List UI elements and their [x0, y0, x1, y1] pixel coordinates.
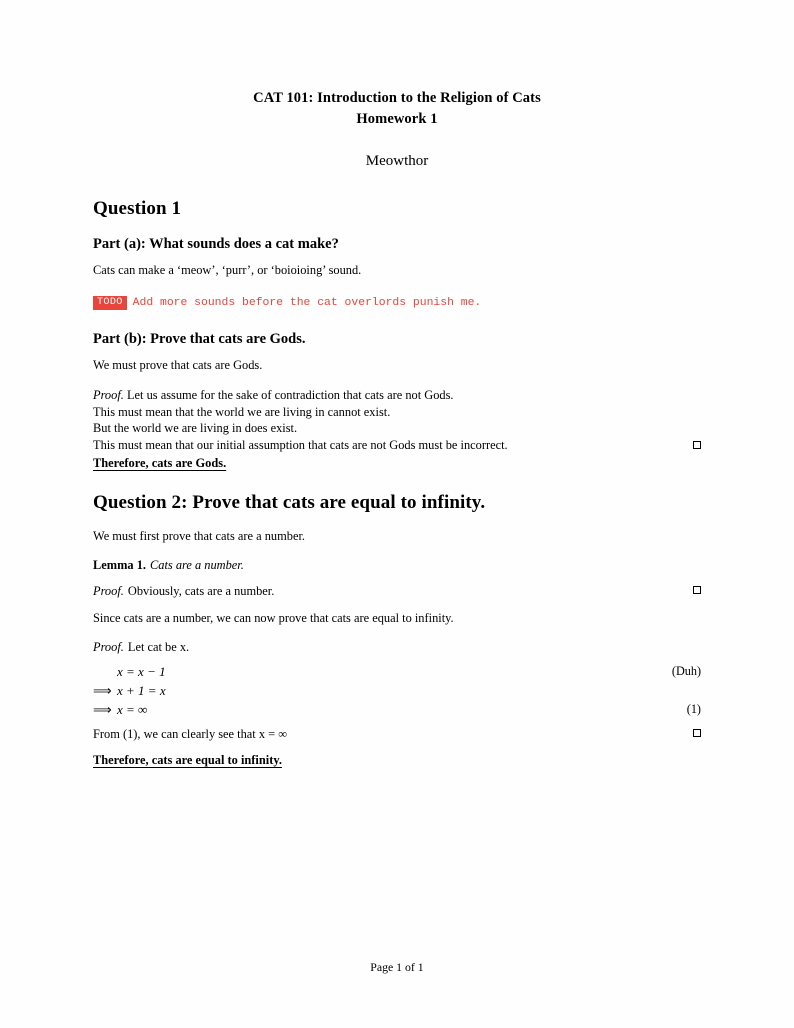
document-content: [93, 88, 701, 767]
lemma-proof-label: Proof.: [93, 584, 124, 598]
equation-body: x = x − 1: [117, 664, 166, 679]
todo-badge: TODO: [93, 296, 127, 310]
title-line-1: CAT 101: Introduction to the Religion of Cats: [253, 90, 541, 106]
lemma-proof: [93, 582, 701, 600]
proof-intro: Let cat be x.: [127, 640, 190, 654]
equation-lhs: ⟹: [93, 702, 112, 717]
question-2-bridge: Since cats are a number, we can now prove that cats are equal to infinity.: [93, 611, 454, 625]
equation-body: x = ∞: [117, 702, 148, 717]
equation-row: [93, 702, 701, 721]
question-2-intro: We must first prove that cats are a number.: [93, 529, 305, 543]
part-a-heading: Part (a): What sounds does a cat make?: [93, 236, 339, 252]
proof-line-text: Let us assume for the sake of contradiction that cats are not Gods.: [126, 388, 454, 402]
equation-block: [93, 664, 701, 721]
question-2-heading: Question 2: Prove that cats are equal to infinity.: [93, 492, 486, 513]
proof-label: Proof.: [93, 388, 124, 402]
question-1-heading-wrap: [93, 198, 701, 220]
proof-line: [93, 387, 701, 404]
question-2-closing-wrap: [93, 725, 701, 743]
part-a-body-wrap: [93, 262, 701, 279]
equation-lhs: ⟹: [93, 683, 112, 698]
part-b-body-wrap: [93, 357, 701, 374]
part-a-heading-wrap: [93, 236, 701, 253]
qed-square-icon: [693, 586, 701, 594]
question-2-intro-wrap: [93, 528, 701, 545]
part-b-conclusion: Therefore, cats are Gods.: [93, 456, 227, 470]
qed-square-icon: [693, 441, 701, 449]
question-2-proof-intro-wrap: [93, 638, 701, 656]
page-footer: Page 1 of 1: [370, 960, 424, 974]
question-2-heading-wrap: [93, 492, 701, 514]
lemma-label: Lemma 1.: [93, 558, 146, 572]
equation-row: [93, 683, 701, 702]
proof-line: [93, 437, 701, 454]
part-b-heading-wrap: [93, 331, 701, 348]
qed-square-icon: [693, 729, 701, 737]
equation-row: [93, 664, 701, 683]
question-1-heading: Question 1: [93, 198, 182, 219]
part-b-proof: [93, 387, 701, 454]
lemma-1: [93, 556, 701, 574]
proof-line-text: This must mean that our initial assumption that cats are not Gods must be incorrect.: [93, 438, 508, 453]
part-b-heading: Part (b): Prove that cats are Gods.: [93, 331, 306, 347]
document-title: [93, 88, 701, 130]
part-b-conclusion-wrap: [93, 454, 701, 472]
lemma-proof-text: Obviously, cats are a number.: [127, 584, 275, 598]
equation-tag: (Duh): [671, 664, 701, 678]
todo-note: [93, 292, 701, 310]
title-line-2: Homework 1: [356, 111, 438, 128]
equation-tag: (1): [686, 702, 701, 716]
part-a-body: Cats can make a ‘meow’, ‘purr’, or ‘boioioing’ sound.: [93, 263, 362, 277]
proof-line: This must mean that the world we are living in cannot exist.: [93, 404, 391, 419]
todo-line: [93, 297, 481, 309]
question-2-conclusion: Therefore, cats are equal to infinity.: [93, 753, 282, 767]
lemma-text: Cats are a number.: [150, 558, 244, 572]
todo-text: Add more sounds before the cat overlords punish me.: [132, 297, 482, 309]
proof-label: Proof.: [93, 640, 124, 654]
part-b-body: We must prove that cats are Gods.: [93, 358, 263, 372]
proof-line: But the world we are living in does exist.: [93, 421, 298, 436]
question-2-conclusion-wrap: [93, 751, 701, 769]
question-2-bridge-wrap: [93, 610, 701, 627]
document-author: Meowthor: [365, 153, 429, 170]
question-2-closing: From (1), we can clearly see that x = ∞: [93, 727, 288, 741]
equation-body: x + 1 = x: [117, 683, 166, 698]
